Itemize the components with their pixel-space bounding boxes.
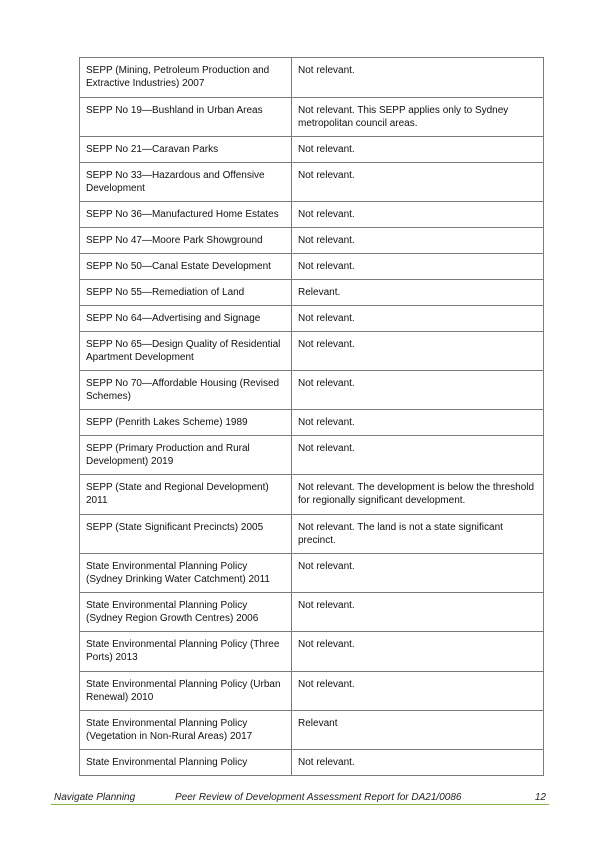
policy-cell: State Environmental Planning Policy <box>80 750 292 776</box>
comment-cell: Not relevant. This SEPP applies only to Sydney metropolitan council areas. <box>292 98 544 137</box>
comment-cell: Not relevant. <box>292 554 544 593</box>
comment-cell: Not relevant. <box>292 254 544 280</box>
policy-cell: State Environmental Planning Policy (Vegetation in Non-Rural Areas) 2017 <box>80 711 292 750</box>
table-row <box>80 254 544 280</box>
policy-cell: State Environmental Planning Policy (Sydney Drinking Water Catchment) 2011 <box>80 554 292 593</box>
footer-divider <box>51 804 549 805</box>
table-row <box>80 593 544 632</box>
policy-cell: SEPP No 33—Hazardous and Offensive Development <box>80 163 292 202</box>
policy-cell: SEPP No 64—Advertising and Signage <box>80 306 292 332</box>
footer-document-title: Peer Review of Development Assessment Report for DA21/0086 <box>175 792 462 803</box>
policy-cell: SEPP (Mining, Petroleum Production and Extractive Industries) 2007 <box>80 58 292 98</box>
policy-cell: SEPP No 70—Affordable Housing (Revised Schemes) <box>80 371 292 410</box>
comment-cell: Not relevant. <box>292 332 544 371</box>
policy-cell: State Environmental Planning Policy (Urban Renewal) 2010 <box>80 672 292 711</box>
comment-cell: Not relevant. The land is not a state significant precinct. <box>292 515 544 554</box>
table-row <box>80 554 544 593</box>
policy-cell: SEPP No 19—Bushland in Urban Areas <box>80 98 292 137</box>
comment-cell: Not relevant. <box>292 371 544 410</box>
table-row <box>80 711 544 750</box>
comment-cell: Not relevant. <box>292 137 544 163</box>
comment-cell: Relevant <box>292 711 544 750</box>
footer-company: Navigate Planning <box>54 792 136 803</box>
policy-cell: SEPP No 65—Design Quality of Residential Apartment Development <box>80 332 292 371</box>
table-row <box>80 280 544 306</box>
comment-cell: Not relevant. <box>292 163 544 202</box>
table-row <box>80 371 544 410</box>
sepp-table-body <box>80 58 544 776</box>
policy-cell: SEPP No 21—Caravan Parks <box>80 137 292 163</box>
table-row <box>80 137 544 163</box>
table-row <box>80 672 544 711</box>
table-row <box>80 58 544 98</box>
table-row <box>80 632 544 672</box>
policy-cell: SEPP No 50—Canal Estate Development <box>80 254 292 280</box>
comment-cell: Not relevant. <box>292 306 544 332</box>
policy-cell: State Environmental Planning Policy (Sydney Region Growth Centres) 2006 <box>80 593 292 632</box>
policy-cell: SEPP No 47—Moore Park Showground <box>80 228 292 254</box>
table-row <box>80 163 544 202</box>
table-row <box>80 228 544 254</box>
table-row <box>80 475 544 515</box>
table-row <box>80 98 544 137</box>
table-row <box>80 332 544 371</box>
policy-cell: SEPP (Primary Production and Rural Development) 2019 <box>80 436 292 475</box>
comment-cell: Not relevant. The development is below the threshold for regionally significant development. <box>292 475 544 515</box>
table-row <box>80 515 544 554</box>
table-row <box>80 410 544 436</box>
comment-cell: Not relevant. <box>292 672 544 711</box>
comment-cell: Not relevant. <box>292 750 544 776</box>
table-row <box>80 306 544 332</box>
table-row <box>80 750 544 776</box>
table-row <box>80 202 544 228</box>
comment-cell: Relevant. <box>292 280 544 306</box>
policy-cell: SEPP (State Significant Precincts) 2005 <box>80 515 292 554</box>
policy-cell: SEPP (State and Regional Development) 2011 <box>80 475 292 515</box>
comment-cell: Not relevant. <box>292 410 544 436</box>
policy-cell: SEPP No 36—Manufactured Home Estates <box>80 202 292 228</box>
comment-cell: Not relevant. <box>292 58 544 98</box>
policy-cell: SEPP No 55—Remediation of Land <box>80 280 292 306</box>
policy-cell: SEPP (Penrith Lakes Scheme) 1989 <box>80 410 292 436</box>
comment-cell: Not relevant. <box>292 202 544 228</box>
comment-cell: Not relevant. <box>292 228 544 254</box>
policy-cell: State Environmental Planning Policy (Three Ports) 2013 <box>80 632 292 672</box>
comment-cell: Not relevant. <box>292 632 544 672</box>
footer-page-number: 12 <box>534 792 546 803</box>
comment-cell: Not relevant. <box>292 593 544 632</box>
sepp-table <box>79 57 544 776</box>
comment-cell: Not relevant. <box>292 436 544 475</box>
table-row <box>80 436 544 475</box>
